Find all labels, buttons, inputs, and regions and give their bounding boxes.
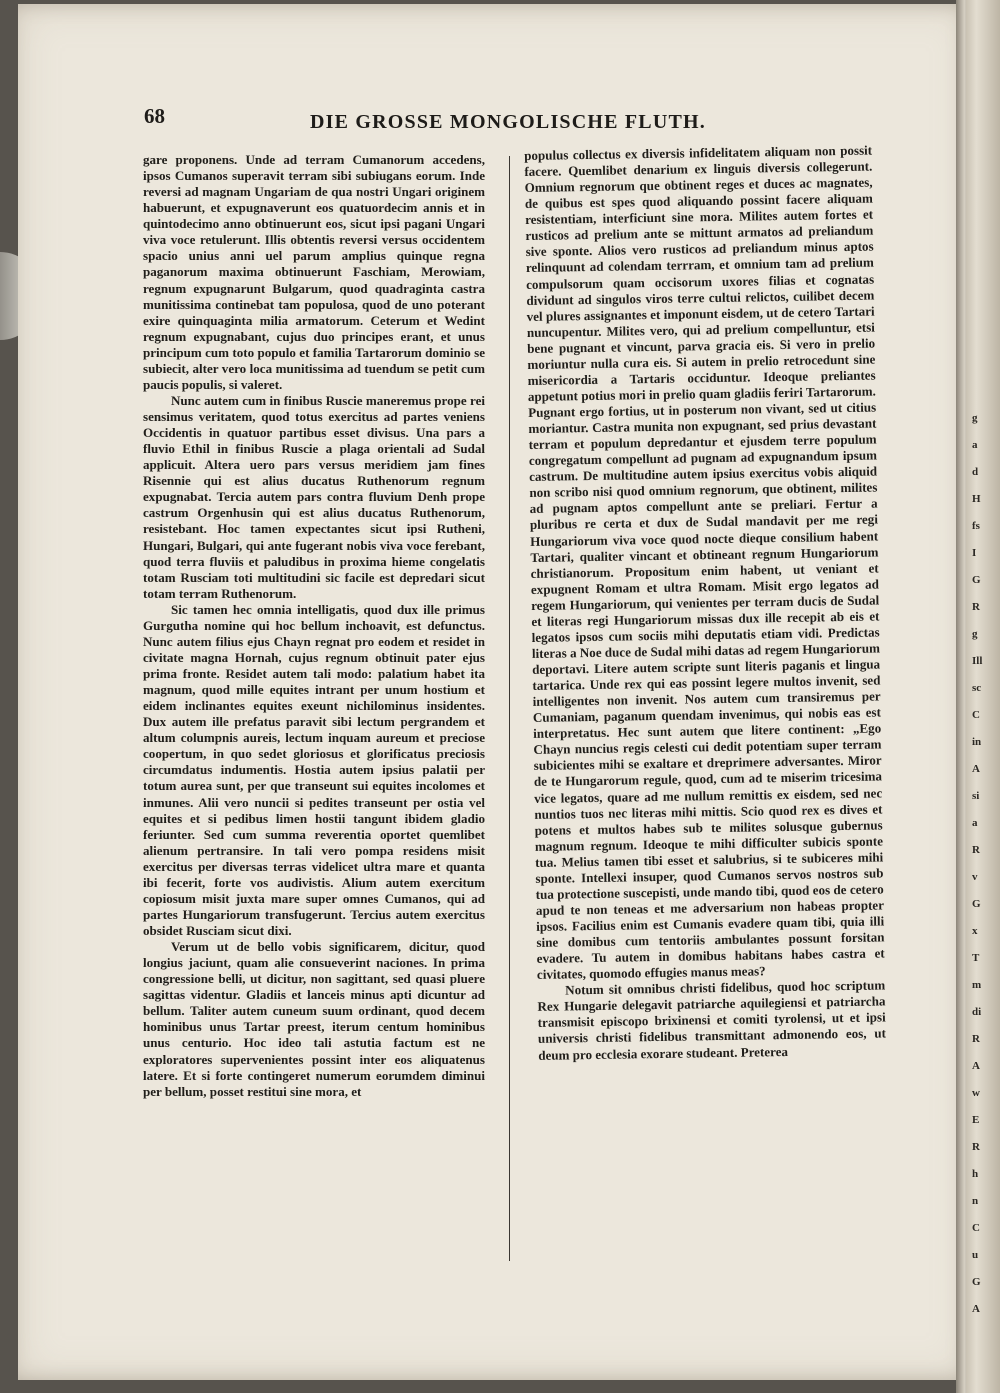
edge-text-fragment: h xyxy=(972,1168,979,1180)
edge-text-fragment: fs xyxy=(972,520,980,532)
edge-text-fragment: R xyxy=(972,844,980,856)
edge-text-fragment: A xyxy=(972,763,980,775)
left-text-column xyxy=(143,152,485,1100)
edge-text-fragment: w xyxy=(972,1087,980,1099)
next-page-edge xyxy=(966,0,1000,1393)
paragraph: gare proponens. Unde ad terram Cumanorum accedens, ipsos Cumanos superavit terram sibi subiugans eorum. Inde reversi ad magnam Ungariam de qua nostri Ungari originem habuerunt, et expugnaverunt eos quatuordecim annis et in quintodecimo anno obtinuerunt eos, sicut ipsi pagani Ungari viva voce retulerunt. Illis obtentis reversi versus occidentem spacio unius anni uel parum amplius quinque regna paganorum maxima obtinuerunt Faschiam, Merowiam, regnum expugnarunt Bulgarum, quod quadraginta castra munitissima continebat tam populosa, quod de uno poterant exire quinquaginta milia armatorum. Ceterum et Wedint regnum expugnabant, cujus duo principes erant, et unus principum cum toto populo et familia Tartarorum dominio se subiecit, alter vero loca munitissima ad tuendum se petit cum paucis populis, si valeret. xyxy=(143,152,485,392)
edge-text-fragment: g xyxy=(972,628,978,640)
paragraph: Notum sit omnibus christi fidelibus, quod hoc scriptum Rex Hungarie delegavit patriarche aquilegiensi et patriarcha transmisit episcopo brixinensi et comiti tyrolensi, ut et ipsi universis christi fidelibus transmittant admonendo eos, ut deum pro ecclesia exorare studeant. Preterea xyxy=(537,977,887,1063)
edge-text-fragment: A xyxy=(972,1060,980,1072)
book-page xyxy=(18,4,973,1380)
edge-text-fragment: u xyxy=(972,1249,979,1261)
paragraph: Verum ut de bello vobis significarem, dicitur, quod longius jaciunt, quam alie consueverint naciones. In prima congressione belli, ut dicitur, non sagittant, sed quasi pluere sagittas videntur. Gladiis et lanceis minus apti dicuntur ad bellum. Taliter autem cuneum suum ordinant, quod decem hominibus unus Tartar preest, iterum centum hominibus unus centurio. Hoc ideo tali astutia factum est ne exploratores supervenientes possint inter eos aliquatenus latere. Et si forte contingeret numerum eorumdem diminui per bellum, posset restitui sine mora, et xyxy=(143,939,485,1099)
edge-text-fragment: R xyxy=(972,601,980,613)
edge-text-fragment: a xyxy=(972,817,978,829)
edge-text-fragment: x xyxy=(972,925,978,937)
edge-text-fragment: in xyxy=(972,736,982,748)
edge-text-fragment: sc xyxy=(972,682,982,694)
edge-text-fragment: C xyxy=(972,709,980,721)
edge-text-fragment: H xyxy=(972,493,981,505)
edge-text-fragment: A xyxy=(972,1303,980,1315)
edge-text-fragment: a xyxy=(972,439,978,451)
edge-text-fragment: E xyxy=(972,1114,980,1126)
edge-text-fragment: R xyxy=(972,1141,980,1153)
edge-text-fragment: G xyxy=(972,1276,981,1288)
edge-text-fragment: v xyxy=(972,871,978,883)
column-divider xyxy=(509,156,510,1261)
edge-text-fragment: G xyxy=(972,574,981,586)
edge-text-fragment: d xyxy=(972,466,979,478)
paragraph: Nunc autem cum in finibus Ruscie maneremus prope rei sensimus veritatem, quod totus exercitus ad partes veniens Occidentis in quatuor partibus esset divisus. Una pars a fluvio Ethil in finibus Ruscie a plaga orientali ad Sudal applicuit. Altera uero pars versus meridiem jam fines Risennie qui est alius ducatus Ruthenorum regnum expugnabat. Tercia autem pars contra fluvium Denh prope castrum Orgenhusin qui est alius ducatus Ruthenorum, resistebant. Hoc tamen expectantes sicut ipsi Rutheni, Hungari, Bulgari, qui ante fugerant nobis viva voce ferebant, quod terra fluviis et paludibus in proxima hieme congelatis totam Rusciam toti multitudini sic facile est depredari sicut totam terram Ruthenorum. xyxy=(143,392,485,601)
running-title: DIE GROSSE MONGOLISCHE FLUTH. xyxy=(310,111,706,133)
edge-text-fragment: m xyxy=(972,979,982,991)
edge-text-fragment: n xyxy=(972,1195,979,1207)
edge-text-fragment: R xyxy=(972,1033,980,1045)
edge-text-fragment: g xyxy=(972,412,978,424)
edge-text-fragment: I xyxy=(972,547,977,559)
page-number: 68 xyxy=(144,104,165,128)
edge-text-fragment: T xyxy=(972,952,980,964)
edge-text-fragment: si xyxy=(972,790,980,802)
paragraph: populus collectus ex diversis infidelitatem aliquam non possit facere. Quemlibet denarium ex linguis diversis collegerunt. Omnium regnorum que obtinent reges et duces ac magnates, de quibus est spes quod aliquando possint facere aliquam resistentiam, interficiunt sine mora. Milites autem fortes et rusticos ad prelium ante se mittunt armatos ad preliandum sive sponte. Alios vero rusticos ad preliandum minus aptos relinquunt ad colendam terrram, et omnium tam ad prelium compulsorum quam occisorum uxores filias et cognatas dividunt ad singulos viros terre cultui relictos, cuilibet decem vel plures assignantes et imponunt eisdem, ut de cetero Tartari nuncupentur. Milites vero, qui ad prelium compelluntur, etsi bene pugnant et vincunt, parva gracia eis. Si vero in prelio moriuntur nulla cura eis. Si autem in prelio retrocedunt sine misericordia a Tartaris occiduntur. Ideoque preliantes appetunt potius mori in prelio quam gladiis feriri Tartarorum. Pugnant ergo fortius, ut in posterum non vivant, sed ut citius moriantur. Castra munita non expugnant, sed prius devastant terram et populum depredantur et ejusdem terre populum congregatum compellunt ad pugnam ad expugnandum ipsum castrum. De multitudine autem ipsius exercitus vobis aliquid non scribo nisi quod omnium regnorum, que obtinent, milites ad pugnam aptos compellunt ante se preliari. Fertur a pluribus re certa et dux de Sudal mandavit per me regi Hungariorum viva voce quod nocte dieque consilium habent Tartari, qualiter vincant et obtineant regnum Hungariorum christianorum. Propositum enim habent, ut veniant et expugnent Romam et ultra Romam. Misit ergo legatos ad regem Hungariorum, qui venientes per terram ducis de Sudal et literas regi Hungariorum missas dux ille recepit ab eis et legatos ipsos cum sociis mihi deputatis etiam vidi. Predictas literas a Noe duce de Sudal mihi datas ad regem Hungariorum deportavi. Litere autem scripte sunt literis paganis et lingua tartarica. Unde rex qui eas possint legere multos invenit, sed intelligentes non invenit. Nos autem cum transiremus per Cumaniam, paganum quendam invenimus, qui nobis eas est interpretatus. Hec sunt autem que litere continent: „Ego Chayn nuncius regis celesti cui dedit potentiam super terram subicientes mihi se exaltare et dreprimere adversantes. Miror de te Hungarorum regule, quod, cum ad te miserim tricesima vice legatos, quare ad me nullum remittis ex eisdem, sed nec nuntios tuos nec literas mihi mittis. Scio quod rex es dives et potens et multos habes sub te milites solusque gubernus magnum regnum. Ideoque te mihi difficulter subicis sponte tua. Melius tamen tibi esset et salubrius, si te subiceres mihi sponte. Intellexi insuper, quod Cumanos servos nostros sub tua protectione suscepisti, unde mando tibi, quod eos de cetero apud te non teneas et me adversarium non habeas propter ipsos. Facilius enim est Cumanis evadere quam tibi, quia illi sine domibus cum tentoriis ambulantes possunt forsitan evadere. Tu autem in domibus habitans habes castra et civitates, quomodo effugies manus meas? xyxy=(524,142,885,983)
edge-text-fragment: G xyxy=(972,898,981,910)
edge-text-fragment: Ill xyxy=(972,655,983,667)
edge-text-fragment: di xyxy=(972,1006,982,1018)
paragraph: Sic tamen hec omnia intelligatis, quod dux ille primus Gurgutha nomine qui hoc bellum inchoavit, est defunctus. Nunc autem filius ejus Chayn regnat pro eodem et residet in civitate magna Hornah, cujus regnum obtinuit pater ejus prima fronte. Residet autem tali modo: palatium habet ita magnum, quod mille equites intrant per unum hostium et eidem inclinantes equites exeunt nichilominus insidentes. Dux autem ille prefatus paravit sibi lectum pergrandem et altum columpnis aureis, lectum inquam aureum et preciose coopertum, in quo sedet gloriosus et glorificatus preciosis circumdatus indumentis. Hostia autem ipsius palatii per totum aurea sunt, per que transeunt sui equites incolomes et inmunes. Alii vero nuncii si pedites transeunt per ostia vel equites et si pedibus limen hostii tangunt ibidem gladio feriunter. Sed cum summa reverentia oportet quemlibet alienum pertransire. In tali vero pompa residens misit exercitus per diversas terras videlicet ultra mare et quanta ibi fecerit, forte vos audivistis. Alium autem exercitum copiosum misit juxta mare super omnes Cumanos, qui ad partes Hungariorum transfugerunt. Tercius autem exercitus obsidet Rusciam sicut dixi. xyxy=(143,601,485,938)
page-header xyxy=(18,104,973,144)
right-text-column xyxy=(524,143,886,1064)
edge-text-fragment: C xyxy=(972,1222,980,1234)
